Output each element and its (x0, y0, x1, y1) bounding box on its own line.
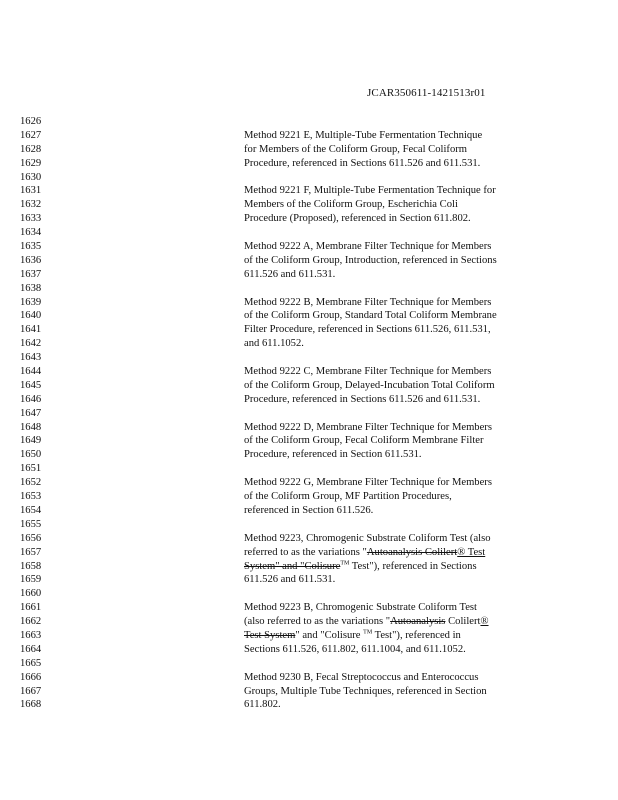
line-text: Procedure, referenced in Sections 611.526 and 611.531. (244, 393, 481, 405)
line-text: Sections 611.526, 611.802, 611.1004, and 611.1052. (244, 643, 466, 655)
document-body (20, 115, 600, 712)
line-text: Procedure, referenced in Sections 611.526 and 611.531. (244, 157, 481, 169)
line-text: 611.526 and 611.531. (244, 268, 336, 280)
line-number: 1656 (20, 532, 42, 544)
document-line (20, 518, 600, 532)
line-number: 1640 (20, 310, 42, 322)
document-line (20, 657, 600, 671)
line-text: Method 9223, Chromogenic Substrate Coliform Test (also (244, 532, 491, 544)
line-text: 611.802. (244, 699, 281, 711)
line-text: Method 9222 G, Membrane Filter Technique for Members (244, 477, 492, 489)
document-line (20, 671, 600, 685)
document-line (20, 504, 600, 518)
line-text: Members of the Coliform Group, Escherichia Coli (244, 199, 458, 211)
line-number: 1655 (20, 518, 42, 530)
line-text: Groups, Multiple Tube Techniques, referenced in Section (244, 685, 487, 697)
document-line (20, 351, 600, 365)
document-line (20, 323, 600, 337)
line-number: 1631 (20, 185, 42, 197)
text-segment: Colilert (445, 616, 481, 628)
document-line (20, 226, 600, 240)
inserted-text: ® Test (457, 546, 486, 558)
line-text: of the Coliform Group, MF Partition Procedures, (244, 491, 452, 503)
deleted-text: System" and "Colisure (244, 560, 341, 572)
line-number: 1661 (20, 602, 42, 614)
document-line (20, 407, 600, 421)
document-line (20, 309, 600, 323)
document-line (20, 268, 600, 282)
line-text: of the Coliform Group, Delayed-Incubation Total Coliform (244, 379, 495, 391)
line-text: and 611.1052. (244, 338, 304, 350)
document-line (20, 379, 600, 393)
line-number: 1663 (20, 629, 42, 641)
line-number: 1635 (20, 241, 42, 253)
line-number: 1641 (20, 324, 42, 336)
trademark-superscript: TM (363, 629, 373, 636)
document-line (20, 615, 600, 629)
document-line (20, 546, 600, 560)
line-text (244, 560, 477, 574)
document-line (20, 587, 600, 601)
line-number: 1629 (20, 157, 42, 169)
line-text: Method 9221 E, Multiple-Tube Fermentation Technique (244, 129, 483, 141)
line-text: Method 9222 C, Membrane Filter Technique for Members (244, 366, 492, 378)
line-text: Method 9222 B, Membrane Filter Technique for Members (244, 296, 492, 308)
line-number: 1645 (20, 379, 42, 391)
document-line (20, 115, 600, 129)
line-number: 1652 (20, 477, 42, 489)
document-line (20, 434, 600, 448)
document-line (20, 462, 600, 476)
line-number: 1644 (20, 366, 42, 378)
line-number: 1666 (20, 671, 42, 683)
line-number: 1657 (20, 546, 42, 558)
deleted-text: Autoanalysis (390, 616, 446, 628)
line-number: 1646 (20, 393, 42, 405)
document-line (20, 560, 600, 574)
line-number: 1639 (20, 296, 42, 308)
line-number: 1665 (20, 657, 42, 669)
document-line (20, 184, 600, 198)
line-number: 1664 (20, 643, 42, 655)
document-line (20, 282, 600, 296)
deleted-text: Autoanalysis Colilert (366, 546, 458, 558)
line-text: Method 9223 B, Chromogenic Substrate Coliform Test (244, 602, 477, 614)
line-number: 1667 (20, 685, 42, 697)
line-number: 1630 (20, 171, 42, 183)
document-line (20, 643, 600, 657)
line-text: of the Coliform Group, Introduction, referenced in Sections (244, 254, 497, 266)
document-line (20, 198, 600, 212)
line-text (244, 546, 485, 560)
document-line (20, 254, 600, 268)
line-number: 1660 (20, 588, 42, 600)
line-number: 1642 (20, 338, 42, 350)
text-segment: " and "Colisure (295, 629, 364, 641)
line-text (244, 615, 489, 629)
document-line (20, 685, 600, 699)
line-number: 1650 (20, 449, 42, 461)
line-text: Filter Procedure, referenced in Sections 611.526, 611.531, (244, 324, 491, 336)
line-text: Method 9222 A, Membrane Filter Technique for Members (244, 241, 492, 253)
line-number: 1649 (20, 435, 42, 447)
line-number: 1633 (20, 213, 42, 225)
line-number: 1627 (20, 129, 42, 141)
line-text: Method 9221 F, Multiple-Tube Fermentation Technique for (244, 185, 496, 197)
line-number: 1658 (20, 560, 42, 572)
document-line (20, 573, 600, 587)
document-line (20, 476, 600, 490)
line-number: 1632 (20, 199, 42, 211)
document-line (20, 393, 600, 407)
line-text: Method 9230 B, Fecal Streptococcus and Enterococcus (244, 671, 479, 683)
line-text: of the Coliform Group, Standard Total Coliform Membrane (244, 310, 497, 322)
text-segment: Test"), referenced in (372, 629, 461, 641)
trademark-superscript: TM (340, 559, 350, 566)
deleted-text: Test System (244, 629, 296, 641)
text-segment: Test"), referenced in Sections (349, 560, 477, 572)
document-line (20, 143, 600, 157)
document-line (20, 532, 600, 546)
document-line (20, 448, 600, 462)
line-number: 1638 (20, 282, 42, 294)
line-text: 611.526 and 611.531. (244, 574, 336, 586)
text-segment: referred to as the variations " (244, 546, 367, 558)
document-line (20, 337, 600, 351)
document-line (20, 490, 600, 504)
line-text: Procedure (Proposed), referenced in Section 611.802. (244, 213, 471, 225)
document-line (20, 240, 600, 254)
line-text: for Members of the Coliform Group, Fecal Coliform (244, 143, 468, 155)
line-text: referenced in Section 611.526. (244, 504, 374, 516)
line-number: 1653 (20, 491, 42, 503)
document-line (20, 212, 600, 226)
line-number: 1648 (20, 421, 42, 433)
line-text: Procedure, referenced in Section 611.531. (244, 449, 422, 461)
document-line (20, 171, 600, 185)
line-number: 1662 (20, 616, 42, 628)
text-segment: (also referred to as the variations " (244, 616, 391, 628)
line-text: of the Coliform Group, Fecal Coliform Membrane Filter (244, 435, 484, 447)
document-line (20, 365, 600, 379)
document-line (20, 157, 600, 171)
line-number: 1628 (20, 143, 42, 155)
line-text (244, 629, 461, 643)
inserted-text: ® (480, 616, 489, 628)
document-line (20, 601, 600, 615)
line-number: 1659 (20, 574, 42, 586)
document-line (20, 129, 600, 143)
line-number: 1643 (20, 352, 42, 364)
document-line (20, 296, 600, 310)
line-number: 1654 (20, 504, 42, 516)
line-number: 1651 (20, 463, 42, 475)
line-text: Method 9222 D, Membrane Filter Technique for Members (244, 421, 492, 433)
line-number: 1634 (20, 227, 42, 239)
line-number: 1647 (20, 407, 42, 419)
line-number: 1636 (20, 254, 42, 266)
document-id-header: JCAR350611-1421513r01 (367, 87, 486, 99)
document-line (20, 629, 600, 643)
document-line (20, 698, 600, 712)
document-line (20, 421, 600, 435)
line-number: 1637 (20, 268, 42, 280)
line-number: 1668 (20, 699, 42, 711)
line-number: 1626 (20, 116, 42, 127)
